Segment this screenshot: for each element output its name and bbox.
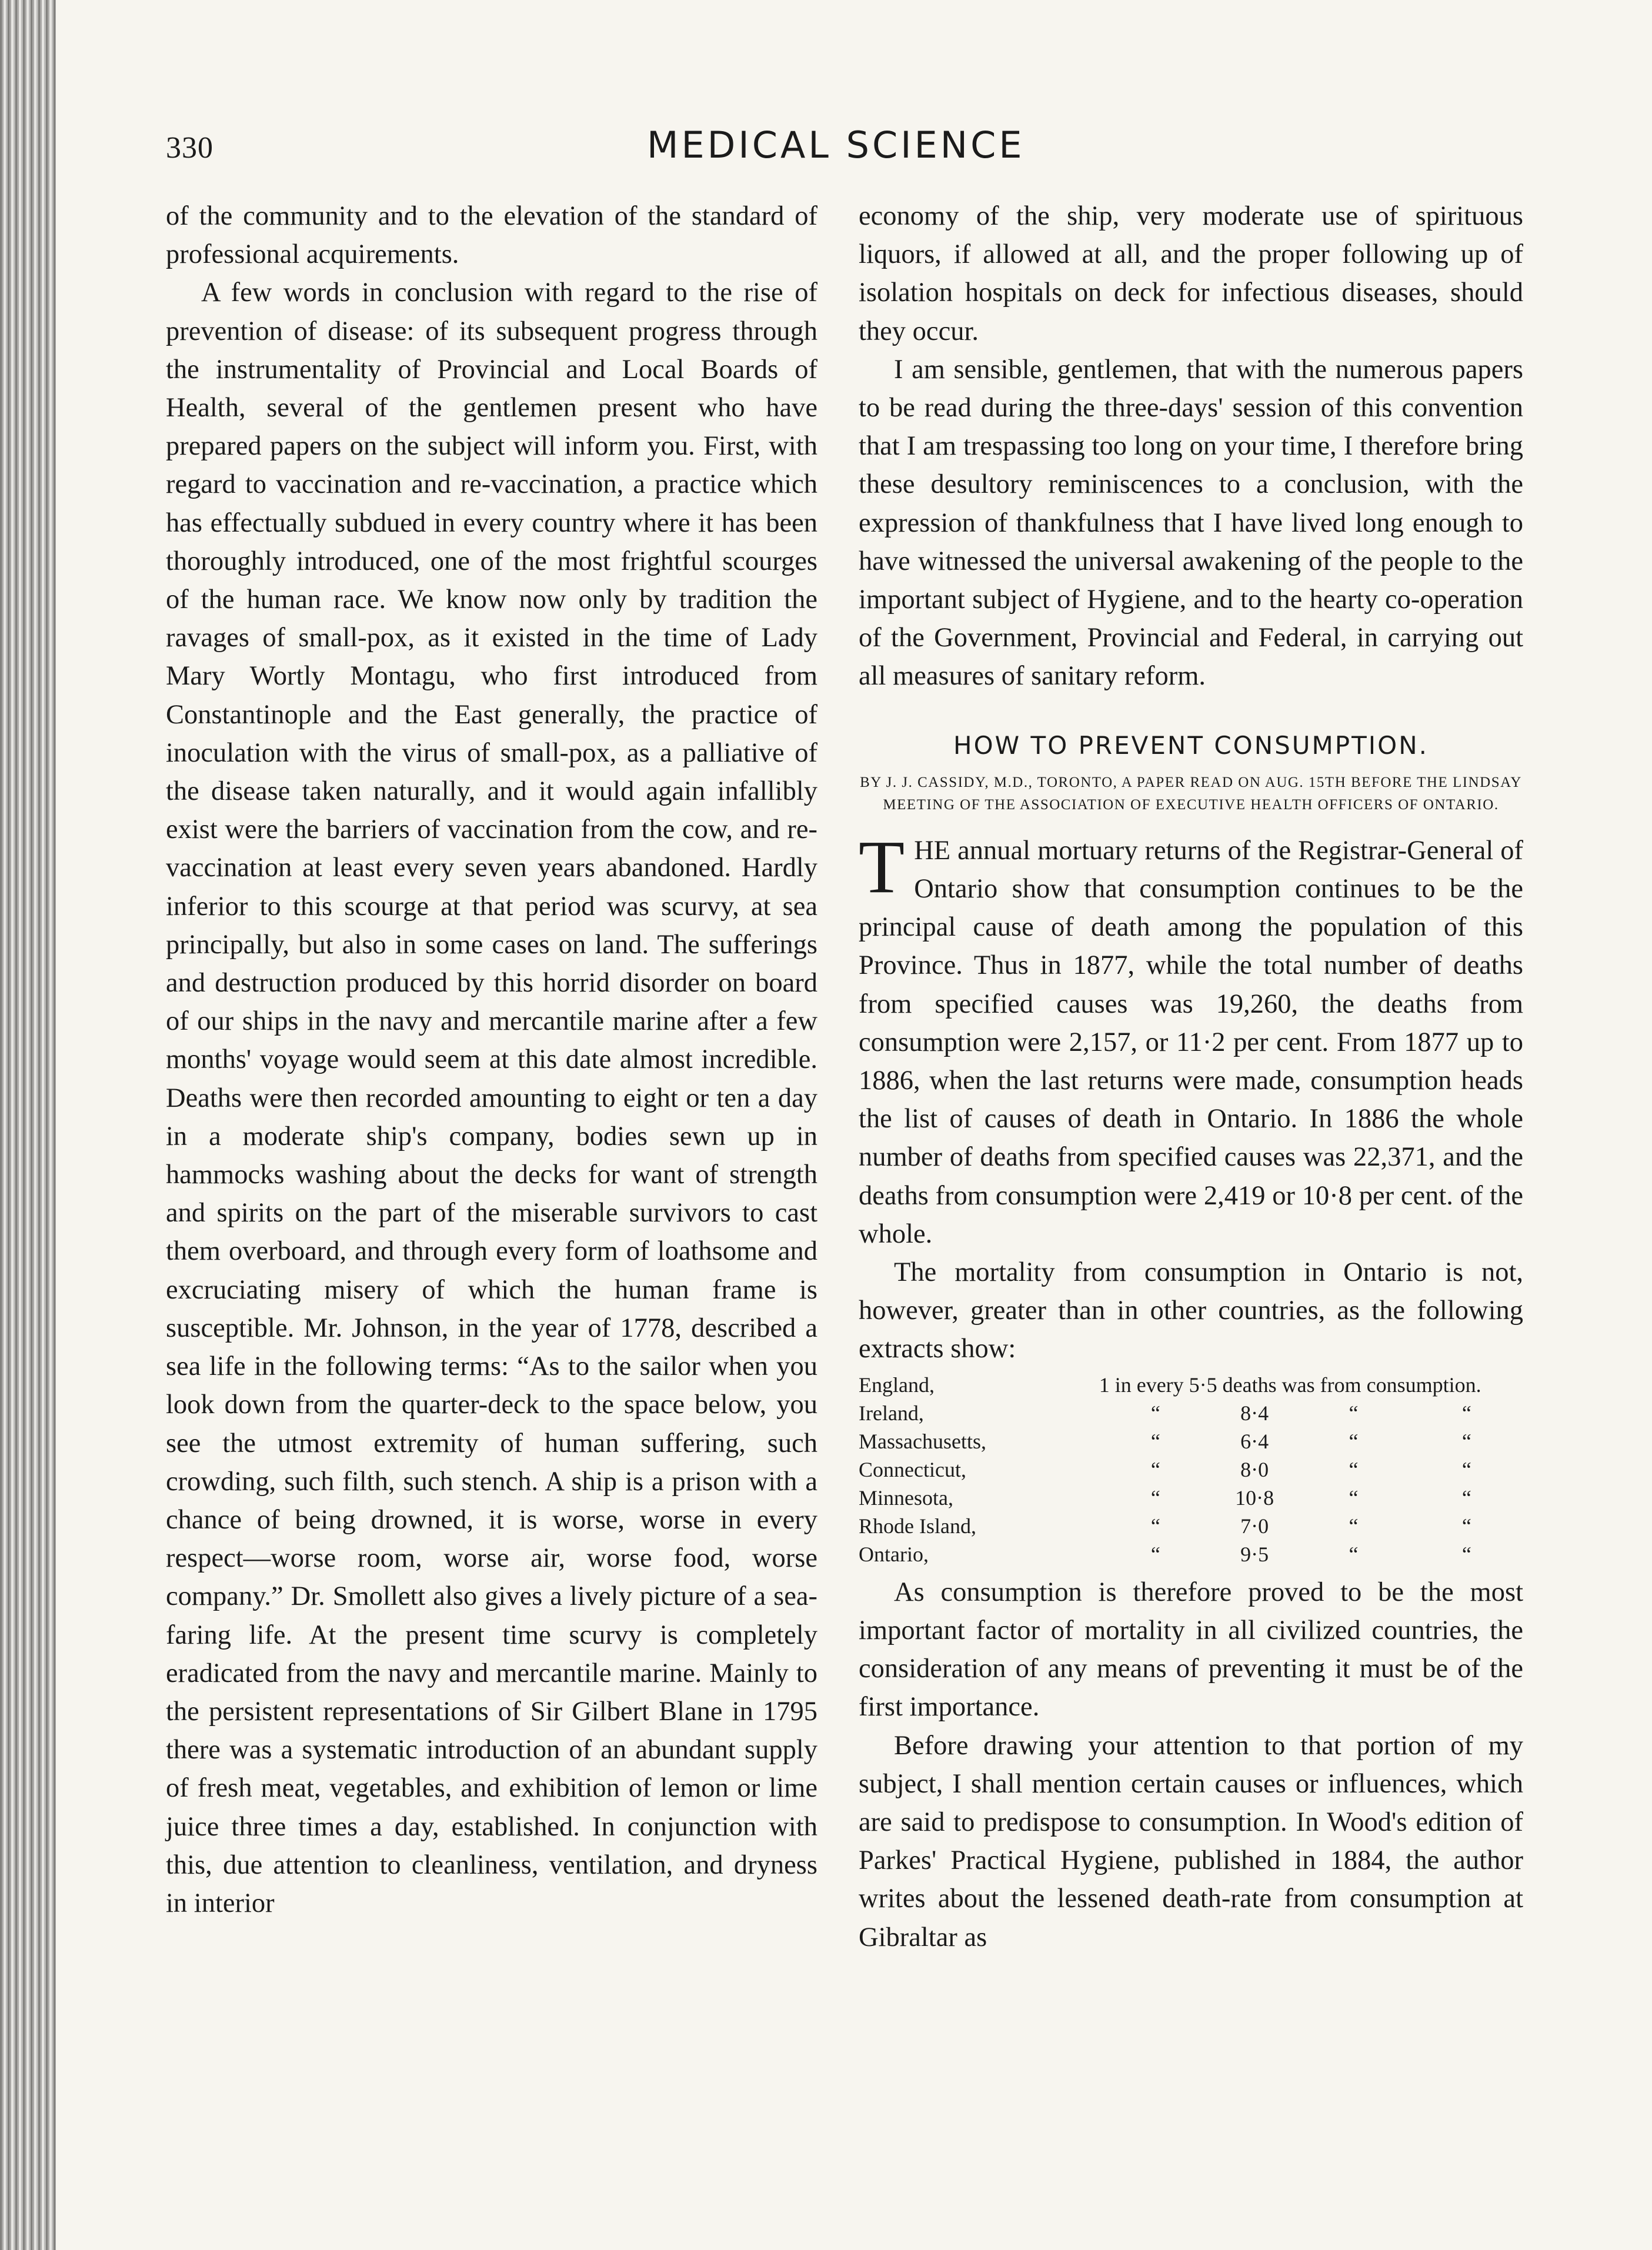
- paragraph: I am sensible, gentlemen, that with the numerous papers to be read during the three-days' session of this convention that I am trespassing too long on your time, I therefore bring these desultory reminiscences to a conclusion, with the expression of thankfulness that I have lived long enough to have witnessed the universal awakening of the people to the important subject of Hygiene, and to the hearty co-operation of the Government, Provincial and Federal, in carrying out all measures of sanitary reform.: [859, 354, 1523, 692]
- table-tail: deaths was from consumption.: [1222, 1373, 1481, 1397]
- country-cell: Massachusetts,: [859, 1429, 986, 1453]
- ditto-mark: “: [1461, 1457, 1471, 1481]
- ditto-mark: “: [1461, 1514, 1471, 1538]
- value-cell: 8·0: [1240, 1457, 1269, 1481]
- value-cell: 8·4: [1240, 1401, 1269, 1425]
- country-cell: England,: [859, 1373, 935, 1397]
- ditto-mark: “: [1150, 1485, 1160, 1510]
- lead-paragraph: [859, 824, 1523, 1253]
- page-number: 330: [166, 131, 213, 165]
- left-column: [166, 197, 817, 1922]
- ditto-mark: “: [1150, 1429, 1160, 1453]
- ditto-mark: “: [1150, 1542, 1160, 1566]
- ditto-mark: “: [1349, 1542, 1359, 1566]
- value-cell: 6·4: [1240, 1429, 1269, 1453]
- ditto-mark: “: [1461, 1401, 1471, 1425]
- ditto-mark: “: [1349, 1429, 1359, 1453]
- drop-cap: T: [859, 824, 905, 909]
- table-row: [859, 1371, 1523, 1399]
- paragraph: A few words in conclusion with regard to the rise of prevention of disease: of its subsequent progress through the instrumentality of Provincial and Local Boards of Health, several of the gentlemen present who have prepared papers on the subject will inform you. First, with regard to vaccination and re-vaccination, a practice which has effectually subdued in every country where it has been thoroughly introduced, one of the most frightful scourges of the human race. We know now only by tradition the ravages of small-pox, as it existed in the time of Lady Mary Wortly Montagu, who first introduced from Constantinople and the East generally, the practice of inoculation with the virus of small-pox, as a palliative of the disease taken naturally, and it would again infallibly exist were the barriers of vaccination from the cow, and re-vaccination at least every seven years abandoned. Hardly inferior to this scourge at that period was scurvy, at sea principally, but also in some cases on land. The sufferings and destruction produced by this horrid disorder on board of our ships in the navy and mercantile marine after a few months' voyage would seem at this date almost incredible. Deaths were then recorded amounting to eight or ten a day in a moderate ship's company, bodies sewn up in hammocks washing about the decks for want of strength and spirits on the part of the miserable survivors to cast them overboard, and through every form of loathsome and excruciating misery of which the human frame is susceptible. Mr. Johnson, in the year of 1778, described a sea life in the following terms: “As to the sailor when you look down from the quarter-deck to the space below, you see the utmost extremity of human suffering, such crowding, such filth, such stench. A ship is a prison with a chance of being drowned, it is worse, worse in every respect—worse room, worse air, worse food, worse company.” Dr. Smollett also gives a lively picture of a sea-faring life. At the present time scurvy is completely eradicated from the navy and mercantile marine. Mainly to the persistent representations of Sir Gilbert Blane in 1795 there was a systematic introduction of an abundant supply of fresh meat, vegetables, and exhibition of lemon or lime juice three times a day, established. In conjunction with this, due attention to cleanliness, ventilation, and dryness in interior: [166, 278, 817, 1918]
- running-title: MEDICAL SCIENCE: [647, 123, 1025, 166]
- ditto-mark: “: [1461, 1542, 1471, 1566]
- table-row: [859, 1456, 1523, 1484]
- byline: BY J. J. CASSIDY, M.D., TORONTO, A PAPER READ ON AUG. 15TH BEFORE THE LINDSAY MEETING OF THE ASSOCIATION OF EXECUTIVE HEALTH OFFICERS OF ONTARIO.: [860, 774, 1522, 813]
- table-value: 5·5: [1189, 1373, 1217, 1397]
- paragraph: As consumption is therefore proved to be the most important factor of mortality in all civilized countries, the consideration of any means of preventing it must be of the first importance.: [859, 1577, 1523, 1722]
- section-title: HOW TO PREVENT CONSUMPTION.: [953, 730, 1429, 760]
- country-cell: Ontario,: [859, 1542, 929, 1566]
- ditto-mark: “: [1150, 1514, 1160, 1538]
- table-row: [859, 1540, 1523, 1568]
- ditto-mark: “: [1150, 1401, 1160, 1425]
- right-column: [859, 197, 1523, 1957]
- ditto-mark: “: [1349, 1514, 1359, 1538]
- paragraph: of the community and to the elevation of the standard of professional acquirements.: [166, 201, 817, 270]
- paragraph: Before drawing your attention to that portion of my subject, I shall mention certain causes or influences, which are said to predispose to consumption. In Wood's edition of Parkes' Practical Hygiene, published in 1884, the author writes about the lessened death-rate from consumption at Gibraltar as: [859, 1730, 1523, 1952]
- ditto-mark: “: [1150, 1457, 1160, 1481]
- ditto-mark: “: [1349, 1457, 1359, 1481]
- ditto-mark: “: [1461, 1485, 1471, 1510]
- country-cell: Ireland,: [859, 1401, 924, 1425]
- ditto-mark: “: [1461, 1429, 1471, 1453]
- ditto-mark: “: [1349, 1401, 1359, 1425]
- ditto-mark: “: [1349, 1485, 1359, 1510]
- lead-paragraph-text: HE annual mortuary returns of the Registrar-General of Ontario show that consumption continues to be the principal cause of death among the population of this Province. Thus in 1877, while the total number of deaths from specified causes was 19,260, the deaths from consumption were 2,157, or 11·2 per cent. From 1877 up to 1886, when the last returns were made, consumption heads the list of causes of death in Ontario. In 1886 the whole number of deaths from specified causes was 22,371, and the deaths from consumption were 2,419 or 10·8 per cent. of the whole.: [859, 835, 1523, 1249]
- country-cell: Minnesota,: [859, 1485, 953, 1510]
- table-row: [859, 1399, 1523, 1427]
- page-binding-edge: [0, 0, 56, 2250]
- value-cell: 7·0: [1240, 1514, 1269, 1538]
- consumption-statistics-table: [859, 1371, 1523, 1568]
- paragraph: The mortality from consumption in Ontario is not, however, greater than in other countries, as the following extracts show:: [859, 1257, 1523, 1364]
- value-cell: 10·8: [1235, 1485, 1274, 1510]
- table-row: [859, 1484, 1523, 1512]
- table-header-text: [1099, 1371, 1523, 1399]
- country-cell: Rhode Island,: [859, 1514, 976, 1538]
- value-cell: 9·5: [1240, 1542, 1269, 1566]
- table-phrase: 1 in every: [1099, 1373, 1184, 1397]
- country-cell: Connecticut,: [859, 1457, 966, 1481]
- paragraph: economy of the ship, very moderate use of spirituous liquors, if allowed at all, and the proper following up of isolation hospitals on deck for infectious diseases, should they occur.: [859, 201, 1523, 346]
- table-row: [859, 1427, 1523, 1456]
- table-row: [859, 1512, 1523, 1540]
